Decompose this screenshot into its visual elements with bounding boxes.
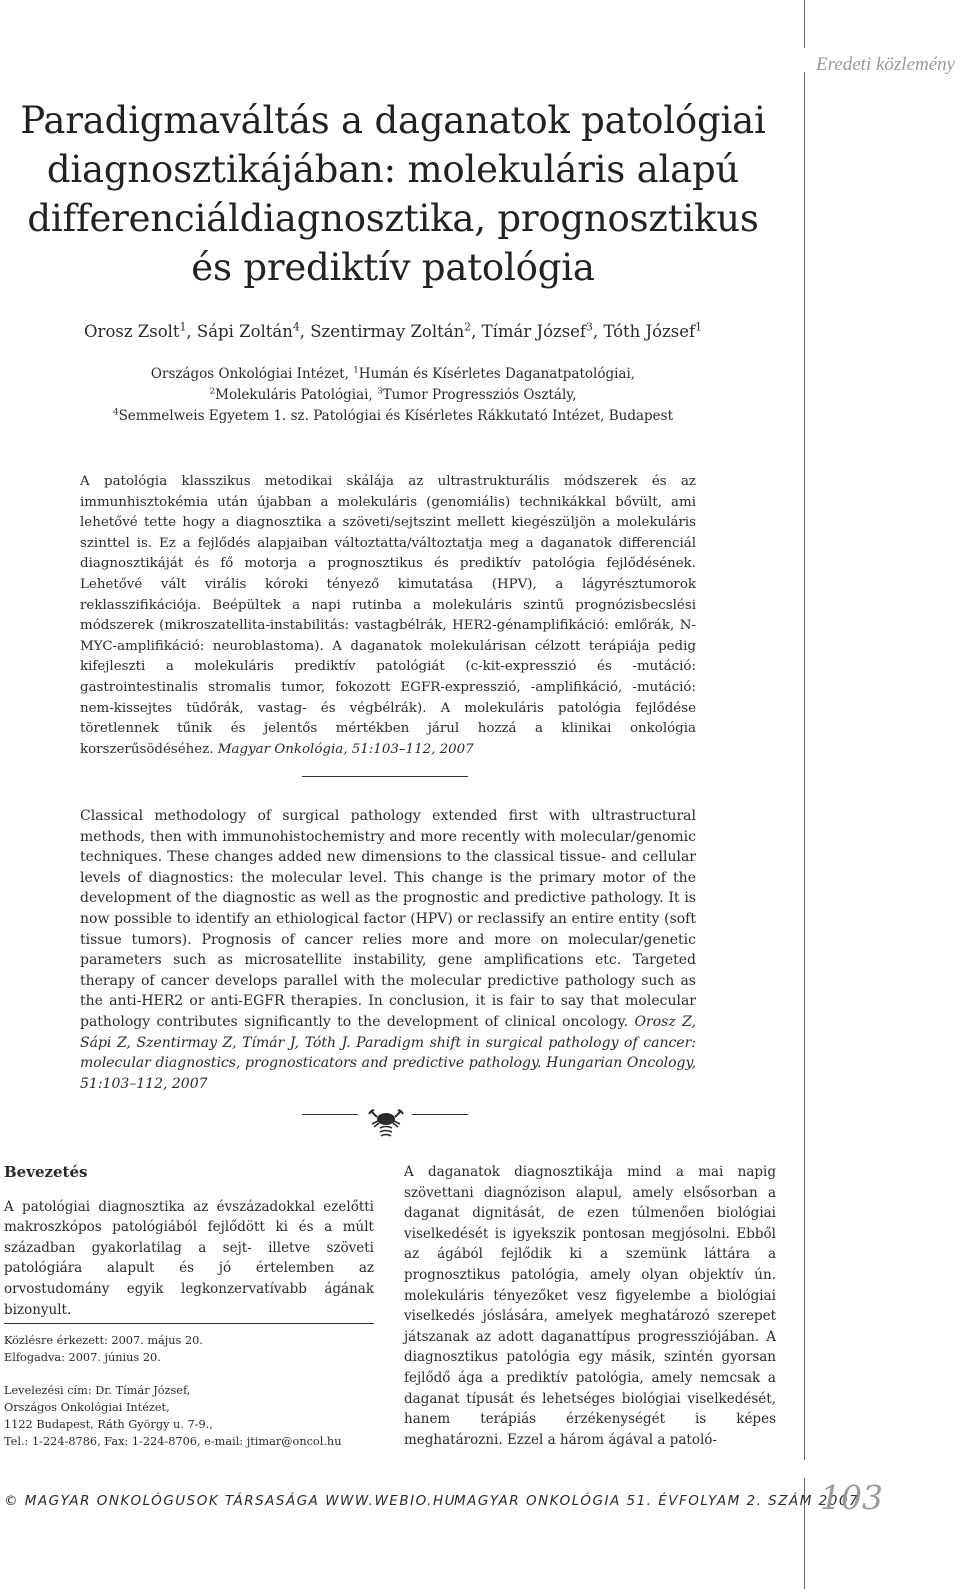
- author-affiliation-marker: 4: [292, 320, 300, 334]
- accepted-date: Elfogadva: 2007. június 20.: [4, 1351, 161, 1364]
- title-line: diagnosztikájában: molekuláris alapú: [46, 148, 740, 191]
- footer-journal: MAGYAR ONKOLÓGIA 51. ÉVFOLYAM 2. SZÁM 2007: [454, 1493, 860, 1509]
- author-affiliation-marker: 3: [586, 320, 593, 334]
- abstract-en-citation: Orosz Z, Sápi Z, Szentirmay Z, Tímár J, Tóth J. Paradigm shift in surgical pathology of cancer: molecular diagnostics, prognosticators and predictive pathology. Hungarian Oncology, 51:103–112, 2007: [80, 1013, 696, 1092]
- article-title: [0, 96, 786, 292]
- crab-icon: [368, 1108, 404, 1142]
- abstract-en-text: Classical methodology of surgical pathology extended first with ultrastructural methods, then with immunohistochemistry and more recently with molecular/genomic techniques. These changes added new dimensions to the classical tissue- and cellular levels of diagnostics: the molecular level. This change is the primary motor of the development of the diagnostic as well as the prognostic and predictive pathology. It is now possible to identify an ethiological factor (HPV) or reclassify an entire entity (soft tissue tumors). Prognosis of cancer relies more and more on molecular/genetic parameters such as microsatellite instability, gene amplifications etc. Targeted therapy of cancer develops parallel with the molecular predictive pathology such as the anti-HER2 or anti-EGFR therapies. In conclusion, it is fair to say that molecular pathology contributes significantly to the development of clinical oncology.: [80, 808, 696, 1030]
- intro-right-column: [404, 1162, 776, 1450]
- abstract-hungarian: [80, 472, 696, 760]
- intro-left-column: [4, 1162, 374, 1320]
- affiliation-line: [0, 364, 786, 385]
- author-list: Orosz Zsolt$^1$, Sápi Zoltán$^4$, Szentirmay Zoltán$^2$, Tímár József$^3$, Tóth József$^1$: [84, 320, 702, 341]
- title-line: és prediktív patológia: [191, 246, 595, 289]
- page-number: 103: [820, 1478, 883, 1517]
- author-name: Sápi Zoltán: [196, 322, 293, 341]
- title-line: differenciáldiagnosztika, prognosztikus: [27, 197, 759, 240]
- section-heading: Bevezetés: [4, 1163, 88, 1181]
- affiliation-marker: 4: [112, 407, 119, 418]
- affiliation-marker: 2: [209, 386, 216, 397]
- correspondence-line: Tel.: 1-224-8786, Fax: 1-224-8706, e-mail: jtimar@oncol.hu: [4, 1435, 342, 1448]
- affiliation-text: Tumor Progressziós Osztály,: [382, 387, 577, 403]
- affiliation-line: [0, 406, 786, 427]
- header-vertical-rule: [804, 0, 805, 48]
- abstract-hu-citation: Magyar Onkológia, 51:103–112, 2007: [217, 741, 474, 757]
- metadata-divider: [4, 1323, 374, 1324]
- author-name: Tóth József: [603, 322, 696, 341]
- correspondence-line: Levelezési cím: Dr. Tímár József,: [4, 1384, 191, 1397]
- intro-paragraph: A patológiai diagnosztika az évszázadokkal ezelőtti makroszkópos patológiából fejlődött ki és a múlt században gyakorlatilag a sejt- illetve szöveti patológiára alapult és jó értelemben az orvostudomány egyik legkonzervatívabb ágának bizonyult.: [4, 1198, 374, 1318]
- author-name: Szentirmay Zoltán: [310, 322, 465, 341]
- affiliation-marker: 1: [353, 365, 359, 376]
- correspondence-line: Országos Onkológiai Intézet,: [4, 1401, 170, 1414]
- abstract-divider: [302, 776, 468, 777]
- author-affiliation-marker: 1: [179, 320, 187, 334]
- ornament-line-left: [302, 1114, 358, 1115]
- article-type-label: Eredeti közlemény: [816, 54, 956, 75]
- author-affiliation-marker: 1: [695, 320, 702, 334]
- footer-society: © MAGYAR ONKOLÓGUSOK TÁRSASÁGA WWW.WEBIO.HU: [4, 1493, 456, 1509]
- author-name: Orosz Zsolt: [84, 322, 180, 341]
- affiliation-marker: 3: [377, 386, 383, 397]
- affiliation-text: Humán és Kísérletes Daganatpatológiai,: [358, 366, 636, 382]
- author-name: Tímár József: [481, 322, 587, 341]
- title-line: Paradigmaváltás a daganatok patológiai: [20, 99, 766, 142]
- affiliation-text: Semmelweis Egyetem 1. sz. Patológiai és Kísérletes Rákkutató Intézet, Budapest: [118, 408, 674, 424]
- abstract-english: [80, 806, 696, 1094]
- affiliation-line: [0, 385, 786, 406]
- author-affiliation-marker: 2: [464, 320, 472, 334]
- intro-paragraph: A daganatok diagnosztikája mind a mai napig szövettani diagnózison alapul, amely elsősorban a daganat dignitását, de ezen túlmenően biológiai viselkedését is igyekszik pontosan megjósolni. Ebből az ágából fejlődik ki a szemünk láttára a prognosztikus patológia, amely olyan objektív ún. molekuláris tényezőket vesz figyelembe a biológiai viselkedés jóslására, amelyek meghatározó szerepet játszanak az adott daganattípus progressziójában. A diagnosztikus patológia egy másik, szintén gyorsan fejlődő ága a prediktív patológia, amely nemcsak a daganat típusát és lehetséges biológiai viselkedését, hanem terápiás érzékenységét is képes meghatározni. Ezzel a három ágával a patoló-: [404, 1164, 776, 1448]
- abstract-hu-text: A patológia klasszikus metodikai skálája az ultrastrukturális módszerek és az immunhisztokémia után újabban a molekuláris (genomiális) technikákkal bővült, ami lehetővé tette hogy a diagnosztika a szöveti/sejtszint mellett kiegészüljön a molekuláris szinttel is. Ez a fejlődés alapjaiban változtatta/változtatja meg a daganatok differenciál diagnosztikáját és fő motorja a prognosztikus és prediktív patológia fejlődésének. Lehetővé vált virális kóroki tényező kimutatása (HPV), a lágyrésztumorok reklasszifikációja. Beépültek a napi rutinba a molekuláris szintű prognózisbecslési módszerek (mikroszatellita-instabilitás: vastagbélrák, HER2-génamplifikáció: emlőrák, N-MYC-amplifikáció: neuroblastoma). A daganatok molekulárisan célzott terápiája pedig kifejleszti a molekuláris prediktív patológiát (c-kit-expresszió és -mutáció: gastrointestinalis stromalis tumor, fokozott EGFR-expresszió, -amplifikáció, -mutáció: nem-kissejtes tüdőrák, vastag- és végbélrák). A molekuláris patológia fejlődése töretlennek tűnik és jelentős mértékben járul hozzá a klinikai onkológia korszerűsödéséhez.: [80, 474, 696, 757]
- affiliations: [0, 364, 786, 427]
- affiliation-institute: Országos Onkológiai Intézet,: [150, 366, 354, 382]
- affiliation-text: Molekuláris Patológiai,: [215, 387, 378, 403]
- ornament-line-right: [412, 1114, 468, 1115]
- margin-vertical-rule: [804, 72, 805, 1460]
- received-date: Közlésre érkezett: 2007. május 20.: [4, 1334, 203, 1347]
- correspondence-line: 1122 Budapest, Ráth György u. 7-9.,: [4, 1418, 213, 1431]
